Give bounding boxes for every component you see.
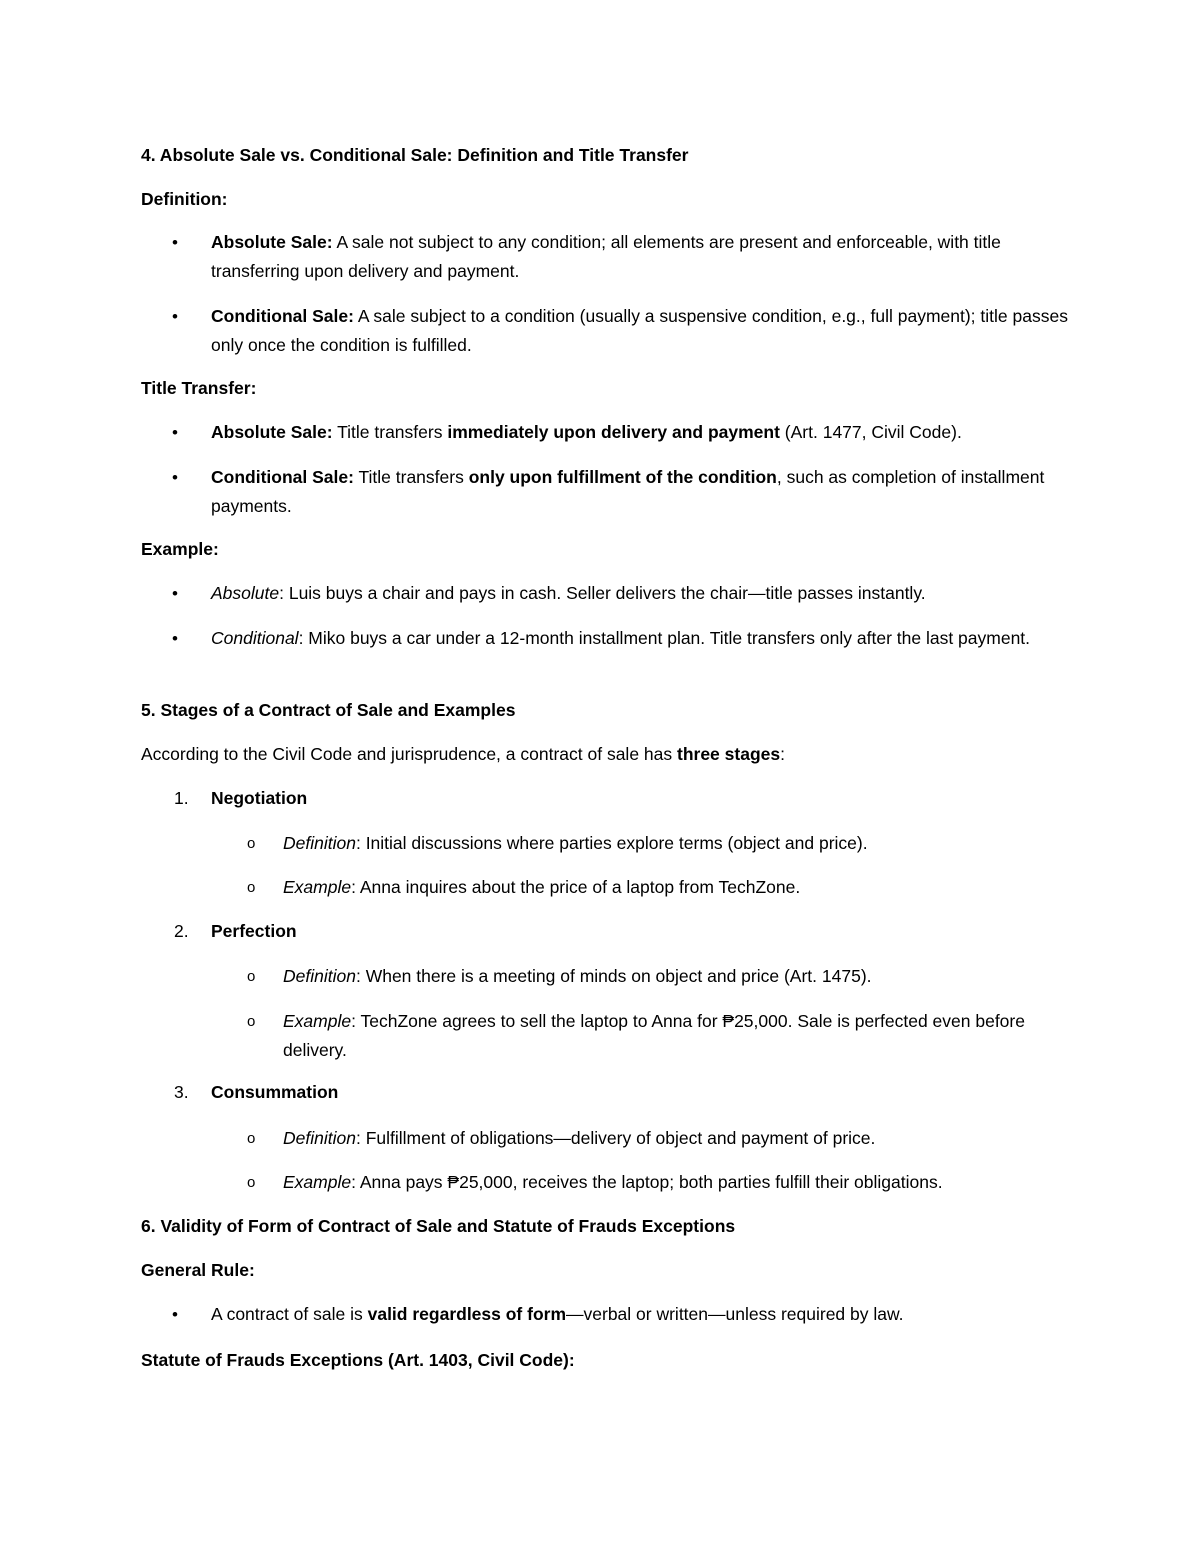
- title-transfer-label: Title Transfer:: [141, 378, 257, 398]
- section-6-heading: 6. Validity of Form of Contract of Sale and Statute of Frauds Exceptions: [141, 1216, 736, 1236]
- example-label: Example:: [141, 539, 219, 559]
- list-item-conditional-title-transfer: Conditional Sale: Title transfers only upon fulfillment of the condition, such as completion of installment payments.: [211, 467, 1045, 516]
- section-5-heading: 5. Stages of a Contract of Sale and Examples: [141, 700, 516, 720]
- bullet: •: [172, 307, 178, 326]
- stage-2-definition: Definition: When there is a meeting of minds on object and price (Art. 1475).: [283, 966, 872, 986]
- list-item-conditional-example: Conditional: Miko buys a car under a 12-month installment plan. Title transfers only after the last payment.: [211, 628, 1031, 648]
- sub-bullet: o: [247, 1130, 256, 1147]
- bullet: •: [172, 1305, 178, 1324]
- stage-name-negotiation: Negotiation: [211, 788, 308, 808]
- stage-name-consummation: Consummation: [211, 1082, 339, 1102]
- list-item-absolute-example: Absolute: Luis buys a chair and pays in cash. Seller delivers the chair—title passes instantly.: [211, 583, 926, 603]
- list-item-conditional-definition: Conditional Sale: A sale subject to a condition (usually a suspensive condition, e.g., full payment); title passes only once the condition is fulfilled.: [211, 306, 1068, 355]
- sub-bullet: o: [247, 1013, 256, 1030]
- sub-bullet: o: [247, 1174, 256, 1191]
- list-item-absolute-title-transfer: Absolute Sale: Title transfers immediately upon delivery and payment (Art. 1477, Civil Code).: [211, 422, 962, 442]
- general-rule-label: General Rule:: [141, 1260, 255, 1280]
- stage-number: 3.: [174, 1082, 189, 1102]
- sub-bullet: o: [247, 835, 256, 852]
- sub-bullet: o: [247, 879, 256, 896]
- bullet: •: [172, 468, 178, 487]
- bullet: •: [172, 233, 178, 252]
- bullet: •: [172, 423, 178, 442]
- stage-number: 1.: [174, 788, 189, 808]
- bullet: •: [172, 629, 178, 648]
- statute-of-frauds-label: Statute of Frauds Exceptions (Art. 1403, Civil Code):: [141, 1350, 575, 1370]
- sub-bullet: o: [247, 968, 256, 985]
- stage-number: 2.: [174, 921, 189, 941]
- stage-1-definition: Definition: Initial discussions where parties explore terms (object and price).: [283, 833, 868, 853]
- section-5-intro: According to the Civil Code and jurisprudence, a contract of sale has three stages:: [141, 744, 785, 764]
- section-4-heading: 4. Absolute Sale vs. Conditional Sale: Definition and Title Transfer: [141, 145, 689, 165]
- stage-2-example: Example: TechZone agrees to sell the laptop to Anna for ₱25,000. Sale is perfected even before delivery.: [283, 1011, 1025, 1060]
- stage-1-example: Example: Anna inquires about the price of a laptop from TechZone.: [283, 877, 801, 897]
- bullet: •: [172, 584, 178, 603]
- stage-name-perfection: Perfection: [211, 921, 297, 941]
- stage-3-example: Example: Anna pays ₱25,000, receives the laptop; both parties fulfill their obligations.: [283, 1172, 943, 1192]
- list-item-general-rule: A contract of sale is valid regardless of form—verbal or written—unless required by law.: [211, 1304, 904, 1324]
- stage-3-definition: Definition: Fulfillment of obligations—delivery of object and payment of price.: [283, 1128, 876, 1148]
- list-item-absolute-definition: Absolute Sale: A sale not subject to any condition; all elements are present and enforceable, with title transferring upon delivery and payment.: [211, 232, 1001, 281]
- definition-label: Definition:: [141, 189, 228, 209]
